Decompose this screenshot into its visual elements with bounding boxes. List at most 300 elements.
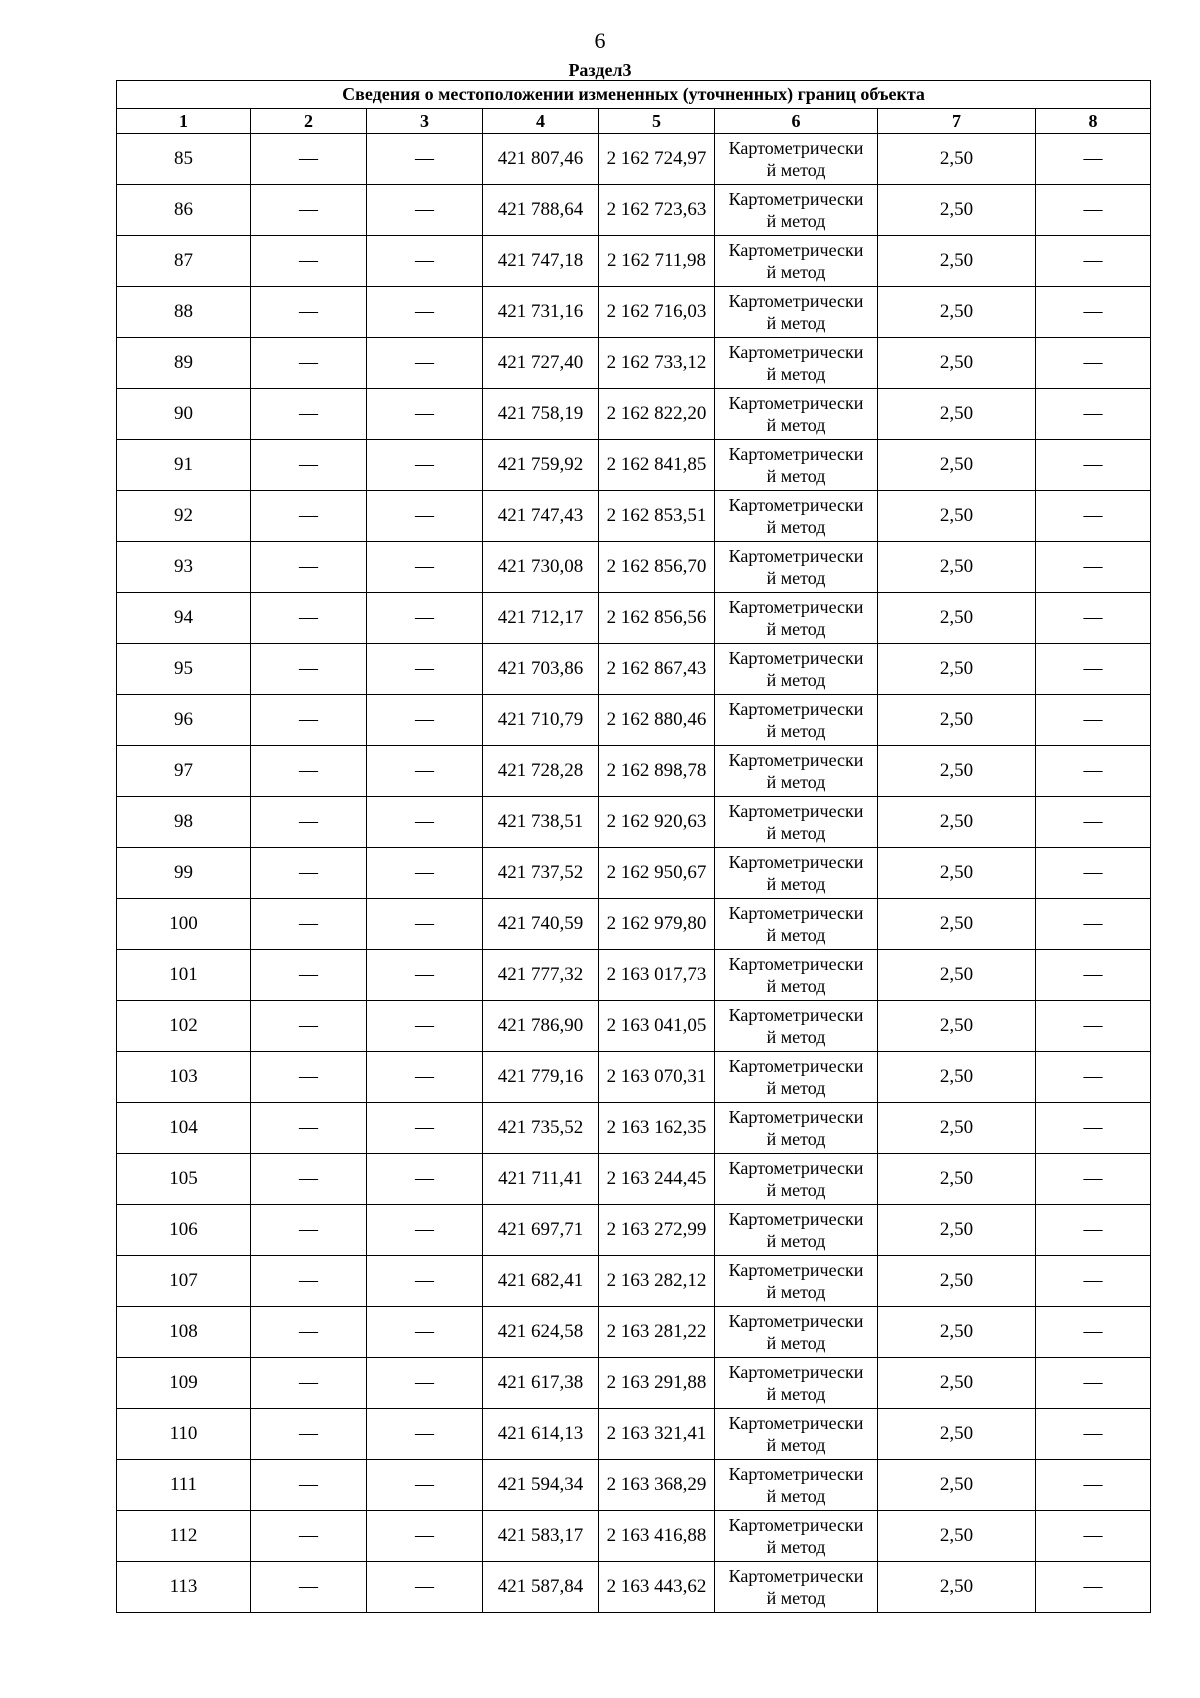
point-number: 92	[117, 491, 251, 542]
method-line1: Картометрически	[728, 291, 864, 311]
coordinate-y: 2 162 711,98	[599, 236, 715, 287]
table-row	[117, 1307, 1151, 1358]
empty-dash-cell: —	[1036, 389, 1151, 440]
accuracy: 2,50	[878, 1358, 1036, 1409]
coordinate-x: 421 711,41	[483, 1154, 599, 1205]
coordinate-x: 421 777,32	[483, 950, 599, 1001]
coordinate-y: 2 163 321,41	[599, 1409, 715, 1460]
empty-dash-cell: —	[367, 1511, 483, 1562]
coordinate-y: 2 162 950,67	[599, 848, 715, 899]
coordinate-x: 421 786,90	[483, 1001, 599, 1052]
point-number: 93	[117, 542, 251, 593]
empty-dash-cell: —	[1036, 695, 1151, 746]
method-line2: й метод	[766, 1537, 826, 1557]
empty-dash-cell: —	[367, 338, 483, 389]
column-number-row	[117, 109, 1151, 134]
empty-dash-cell: —	[251, 950, 367, 1001]
empty-dash-cell: —	[367, 440, 483, 491]
empty-dash-cell: —	[251, 1205, 367, 1256]
empty-dash-cell: —	[367, 1409, 483, 1460]
coordinate-y: 2 162 979,80	[599, 899, 715, 950]
method-cell	[715, 338, 878, 389]
coordinate-y: 2 163 443,62	[599, 1562, 715, 1613]
accuracy: 2,50	[878, 1307, 1036, 1358]
coordinate-x: 421 747,18	[483, 236, 599, 287]
empty-dash-cell: —	[367, 134, 483, 185]
coordinate-x: 421 758,19	[483, 389, 599, 440]
boundary-coordinates-table	[116, 80, 1151, 1613]
empty-dash-cell: —	[1036, 287, 1151, 338]
method-line2: й метод	[766, 568, 826, 588]
method-cell	[715, 1154, 878, 1205]
coordinate-x: 421 712,17	[483, 593, 599, 644]
column-number: 6	[715, 109, 878, 134]
method-cell	[715, 1409, 878, 1460]
empty-dash-cell: —	[251, 1307, 367, 1358]
coordinate-y: 2 163 041,05	[599, 1001, 715, 1052]
method-line1: Картометрически	[728, 444, 864, 464]
empty-dash-cell: —	[251, 593, 367, 644]
empty-dash-cell: —	[367, 746, 483, 797]
accuracy: 2,50	[878, 491, 1036, 542]
method-line2: й метод	[766, 466, 826, 486]
accuracy: 2,50	[878, 134, 1036, 185]
accuracy: 2,50	[878, 1103, 1036, 1154]
accuracy: 2,50	[878, 950, 1036, 1001]
table-row	[117, 134, 1151, 185]
method-cell	[715, 1001, 878, 1052]
point-number: 88	[117, 287, 251, 338]
method-line1: Картометрически	[728, 546, 864, 566]
accuracy: 2,50	[878, 236, 1036, 287]
accuracy: 2,50	[878, 899, 1036, 950]
table-row	[117, 389, 1151, 440]
table-row	[117, 1052, 1151, 1103]
method-cell	[715, 848, 878, 899]
empty-dash-cell: —	[251, 899, 367, 950]
table-row	[117, 542, 1151, 593]
method-line2: й метод	[766, 1180, 826, 1200]
method-line2: й метод	[766, 619, 826, 639]
coordinate-x: 421 587,84	[483, 1562, 599, 1613]
coordinate-x: 421 738,51	[483, 797, 599, 848]
empty-dash-cell: —	[251, 338, 367, 389]
table-row	[117, 1562, 1151, 1613]
method-cell	[715, 236, 878, 287]
method-cell	[715, 797, 878, 848]
coordinate-x: 421 727,40	[483, 338, 599, 389]
method-line1: Картометрически	[728, 1413, 864, 1433]
method-cell	[715, 1307, 878, 1358]
method-line1: Картометрически	[728, 1464, 864, 1484]
empty-dash-cell: —	[1036, 1205, 1151, 1256]
method-line1: Картометрически	[728, 138, 864, 158]
accuracy: 2,50	[878, 1409, 1036, 1460]
point-number: 110	[117, 1409, 251, 1460]
point-number: 100	[117, 899, 251, 950]
point-number: 108	[117, 1307, 251, 1358]
coordinate-x: 421 697,71	[483, 1205, 599, 1256]
coordinate-x: 421 617,38	[483, 1358, 599, 1409]
table-row	[117, 950, 1151, 1001]
empty-dash-cell: —	[367, 950, 483, 1001]
method-line2: й метод	[766, 1333, 826, 1353]
empty-dash-cell: —	[367, 185, 483, 236]
empty-dash-cell: —	[1036, 134, 1151, 185]
table-body	[117, 134, 1151, 1613]
accuracy: 2,50	[878, 1256, 1036, 1307]
coordinate-x: 421 737,52	[483, 848, 599, 899]
method-line2: й метод	[766, 160, 826, 180]
point-number: 112	[117, 1511, 251, 1562]
method-cell	[715, 185, 878, 236]
method-cell	[715, 1562, 878, 1613]
point-number: 98	[117, 797, 251, 848]
empty-dash-cell: —	[367, 1256, 483, 1307]
method-line1: Картометрически	[728, 1158, 864, 1178]
method-line1: Картометрически	[728, 801, 864, 821]
table-row	[117, 1409, 1151, 1460]
table-row	[117, 185, 1151, 236]
accuracy: 2,50	[878, 695, 1036, 746]
empty-dash-cell: —	[1036, 848, 1151, 899]
method-cell	[715, 1460, 878, 1511]
method-cell	[715, 644, 878, 695]
empty-dash-cell: —	[1036, 236, 1151, 287]
table-row	[117, 1358, 1151, 1409]
method-cell	[715, 746, 878, 797]
point-number: 104	[117, 1103, 251, 1154]
accuracy: 2,50	[878, 440, 1036, 491]
point-number: 87	[117, 236, 251, 287]
method-line2: й метод	[766, 1129, 826, 1149]
method-line1: Картометрически	[728, 1260, 864, 1280]
section-title: Раздел3	[568, 60, 632, 80]
point-number: 106	[117, 1205, 251, 1256]
coordinate-y: 2 162 856,56	[599, 593, 715, 644]
point-number: 96	[117, 695, 251, 746]
coordinate-y: 2 163 162,35	[599, 1103, 715, 1154]
coordinate-y: 2 162 853,51	[599, 491, 715, 542]
method-line1: Картометрически	[728, 1209, 864, 1229]
accuracy: 2,50	[878, 542, 1036, 593]
method-line2: й метод	[766, 772, 826, 792]
method-line2: й метод	[766, 1027, 826, 1047]
method-cell	[715, 695, 878, 746]
empty-dash-cell: —	[1036, 593, 1151, 644]
empty-dash-cell: —	[367, 389, 483, 440]
method-line1: Картометрически	[728, 393, 864, 413]
empty-dash-cell: —	[251, 695, 367, 746]
empty-dash-cell: —	[367, 491, 483, 542]
method-cell	[715, 134, 878, 185]
table-row	[117, 1154, 1151, 1205]
empty-dash-cell: —	[251, 287, 367, 338]
coordinate-y: 2 162 856,70	[599, 542, 715, 593]
method-line1: Картометрически	[728, 648, 864, 668]
empty-dash-cell: —	[367, 695, 483, 746]
empty-dash-cell: —	[1036, 1001, 1151, 1052]
column-number: 5	[599, 109, 715, 134]
point-number: 90	[117, 389, 251, 440]
point-number: 95	[117, 644, 251, 695]
accuracy: 2,50	[878, 1460, 1036, 1511]
point-number: 109	[117, 1358, 251, 1409]
coordinate-x: 421 731,16	[483, 287, 599, 338]
method-cell	[715, 1205, 878, 1256]
method-line2: й метод	[766, 1588, 826, 1608]
coordinate-y: 2 162 733,12	[599, 338, 715, 389]
point-number: 85	[117, 134, 251, 185]
method-line1: Картометрически	[728, 852, 864, 872]
empty-dash-cell: —	[367, 1562, 483, 1613]
point-number: 113	[117, 1562, 251, 1613]
empty-dash-cell: —	[251, 848, 367, 899]
method-line1: Картометрически	[728, 903, 864, 923]
column-number: 4	[483, 109, 599, 134]
coordinate-x: 421 682,41	[483, 1256, 599, 1307]
method-cell	[715, 1256, 878, 1307]
empty-dash-cell: —	[367, 1307, 483, 1358]
method-line1: Картометрически	[728, 750, 864, 770]
coordinate-x: 421 614,13	[483, 1409, 599, 1460]
empty-dash-cell: —	[367, 1460, 483, 1511]
method-line1: Картометрически	[728, 1107, 864, 1127]
method-line2: й метод	[766, 670, 826, 690]
method-line2: й метод	[766, 1486, 826, 1506]
point-number: 89	[117, 338, 251, 389]
method-line1: Картометрически	[728, 1005, 864, 1025]
empty-dash-cell: —	[1036, 950, 1151, 1001]
method-line2: й метод	[766, 1231, 826, 1251]
empty-dash-cell: —	[367, 1052, 483, 1103]
table-caption: Сведения о местоположении измененных (уточненных) границ объекта	[117, 81, 1151, 109]
empty-dash-cell: —	[367, 287, 483, 338]
table-row	[117, 440, 1151, 491]
coordinate-x: 421 779,16	[483, 1052, 599, 1103]
coordinate-y: 2 163 281,22	[599, 1307, 715, 1358]
empty-dash-cell: —	[1036, 746, 1151, 797]
page-number: 6	[594, 28, 606, 53]
coordinate-y: 2 163 416,88	[599, 1511, 715, 1562]
point-number: 99	[117, 848, 251, 899]
empty-dash-cell: —	[367, 1001, 483, 1052]
empty-dash-cell: —	[251, 1154, 367, 1205]
empty-dash-cell: —	[1036, 1409, 1151, 1460]
empty-dash-cell: —	[1036, 338, 1151, 389]
table-row	[117, 848, 1151, 899]
coordinate-x: 421 807,46	[483, 134, 599, 185]
empty-dash-cell: —	[1036, 1511, 1151, 1562]
method-cell	[715, 1052, 878, 1103]
empty-dash-cell: —	[251, 1256, 367, 1307]
point-number: 103	[117, 1052, 251, 1103]
point-number: 97	[117, 746, 251, 797]
empty-dash-cell: —	[251, 1460, 367, 1511]
coordinate-y: 2 162 841,85	[599, 440, 715, 491]
empty-dash-cell: —	[251, 1001, 367, 1052]
point-number: 91	[117, 440, 251, 491]
table-row	[117, 236, 1151, 287]
empty-dash-cell: —	[251, 1052, 367, 1103]
empty-dash-cell: —	[1036, 1052, 1151, 1103]
empty-dash-cell: —	[1036, 1562, 1151, 1613]
method-line1: Картометрически	[728, 342, 864, 362]
coordinate-y: 2 162 716,03	[599, 287, 715, 338]
coordinate-x: 421 594,34	[483, 1460, 599, 1511]
table-row	[117, 644, 1151, 695]
method-cell	[715, 1358, 878, 1409]
method-line1: Картометрически	[728, 1566, 864, 1586]
point-number: 102	[117, 1001, 251, 1052]
empty-dash-cell: —	[251, 134, 367, 185]
method-line2: й метод	[766, 925, 826, 945]
coordinate-y: 2 163 368,29	[599, 1460, 715, 1511]
table-row	[117, 593, 1151, 644]
table-row	[117, 491, 1151, 542]
table-row	[117, 338, 1151, 389]
empty-dash-cell: —	[367, 1205, 483, 1256]
coordinate-x: 421 735,52	[483, 1103, 599, 1154]
empty-dash-cell: —	[1036, 1256, 1151, 1307]
coordinate-y: 2 162 867,43	[599, 644, 715, 695]
method-cell	[715, 1103, 878, 1154]
empty-dash-cell: —	[251, 1409, 367, 1460]
method-line1: Картометрически	[728, 240, 864, 260]
coordinate-x: 421 728,28	[483, 746, 599, 797]
method-line2: й метод	[766, 364, 826, 384]
empty-dash-cell: —	[1036, 899, 1151, 950]
table-row	[117, 746, 1151, 797]
accuracy: 2,50	[878, 1511, 1036, 1562]
accuracy: 2,50	[878, 1205, 1036, 1256]
method-line2: й метод	[766, 1078, 826, 1098]
accuracy: 2,50	[878, 1052, 1036, 1103]
coordinate-x: 421 788,64	[483, 185, 599, 236]
table-row	[117, 1511, 1151, 1562]
table-row	[117, 1001, 1151, 1052]
empty-dash-cell: —	[251, 1562, 367, 1613]
accuracy: 2,50	[878, 287, 1036, 338]
method-line2: й метод	[766, 1384, 826, 1404]
accuracy: 2,50	[878, 644, 1036, 695]
method-line2: й метод	[766, 1282, 826, 1302]
column-number: 1	[117, 109, 251, 134]
empty-dash-cell: —	[1036, 1154, 1151, 1205]
accuracy: 2,50	[878, 1562, 1036, 1613]
coordinate-x: 421 703,86	[483, 644, 599, 695]
empty-dash-cell: —	[367, 644, 483, 695]
method-line2: й метод	[766, 874, 826, 894]
coordinate-y: 2 163 272,99	[599, 1205, 715, 1256]
empty-dash-cell: —	[251, 644, 367, 695]
accuracy: 2,50	[878, 797, 1036, 848]
empty-dash-cell: —	[367, 1154, 483, 1205]
method-line1: Картометрически	[728, 1515, 864, 1535]
accuracy: 2,50	[878, 1001, 1036, 1052]
method-cell	[715, 440, 878, 491]
point-number: 105	[117, 1154, 251, 1205]
method-line1: Картометрически	[728, 597, 864, 617]
empty-dash-cell: —	[367, 848, 483, 899]
coordinate-x: 421 730,08	[483, 542, 599, 593]
method-line1: Картометрически	[728, 1311, 864, 1331]
table-row	[117, 899, 1151, 950]
point-number: 111	[117, 1460, 251, 1511]
method-line2: й метод	[766, 721, 826, 741]
method-line2: й метод	[766, 823, 826, 843]
empty-dash-cell: —	[1036, 1307, 1151, 1358]
coordinate-x: 421 624,58	[483, 1307, 599, 1358]
method-cell	[715, 491, 878, 542]
method-line1: Картометрически	[728, 1056, 864, 1076]
coordinate-y: 2 163 244,45	[599, 1154, 715, 1205]
table-row	[117, 1256, 1151, 1307]
method-cell	[715, 1511, 878, 1562]
empty-dash-cell: —	[1036, 1460, 1151, 1511]
empty-dash-cell: —	[367, 236, 483, 287]
empty-dash-cell: —	[367, 899, 483, 950]
coordinate-y: 2 162 822,20	[599, 389, 715, 440]
coordinate-x: 421 710,79	[483, 695, 599, 746]
empty-dash-cell: —	[251, 185, 367, 236]
coordinate-y: 2 162 880,46	[599, 695, 715, 746]
empty-dash-cell: —	[367, 1358, 483, 1409]
column-number: 3	[367, 109, 483, 134]
coordinate-y: 2 162 920,63	[599, 797, 715, 848]
empty-dash-cell: —	[1036, 542, 1151, 593]
empty-dash-cell: —	[251, 236, 367, 287]
empty-dash-cell: —	[367, 1103, 483, 1154]
method-cell	[715, 542, 878, 593]
accuracy: 2,50	[878, 1154, 1036, 1205]
point-number: 94	[117, 593, 251, 644]
empty-dash-cell: —	[1036, 1103, 1151, 1154]
column-number: 7	[878, 109, 1036, 134]
coordinate-y: 2 162 898,78	[599, 746, 715, 797]
coordinate-y: 2 163 282,12	[599, 1256, 715, 1307]
table-row	[117, 287, 1151, 338]
coordinate-y: 2 163 070,31	[599, 1052, 715, 1103]
method-cell	[715, 593, 878, 644]
method-line1: Картометрически	[728, 699, 864, 719]
method-line1: Картометрически	[728, 954, 864, 974]
empty-dash-cell: —	[251, 440, 367, 491]
coordinate-x: 421 583,17	[483, 1511, 599, 1562]
coordinate-y: 2 162 724,97	[599, 134, 715, 185]
method-line2: й метод	[766, 262, 826, 282]
empty-dash-cell: —	[251, 542, 367, 593]
empty-dash-cell: —	[1036, 440, 1151, 491]
coordinate-x: 421 747,43	[483, 491, 599, 542]
coordinate-y: 2 162 723,63	[599, 185, 715, 236]
method-cell	[715, 287, 878, 338]
accuracy: 2,50	[878, 185, 1036, 236]
accuracy: 2,50	[878, 338, 1036, 389]
table-row	[117, 695, 1151, 746]
coordinate-y: 2 163 017,73	[599, 950, 715, 1001]
method-line2: й метод	[766, 313, 826, 333]
empty-dash-cell: —	[251, 491, 367, 542]
method-line1: Картометрически	[728, 189, 864, 209]
method-cell	[715, 389, 878, 440]
empty-dash-cell: —	[1036, 491, 1151, 542]
table-row	[117, 1460, 1151, 1511]
accuracy: 2,50	[878, 848, 1036, 899]
empty-dash-cell: —	[367, 797, 483, 848]
table-row	[117, 1103, 1151, 1154]
method-line2: й метод	[766, 1435, 826, 1455]
